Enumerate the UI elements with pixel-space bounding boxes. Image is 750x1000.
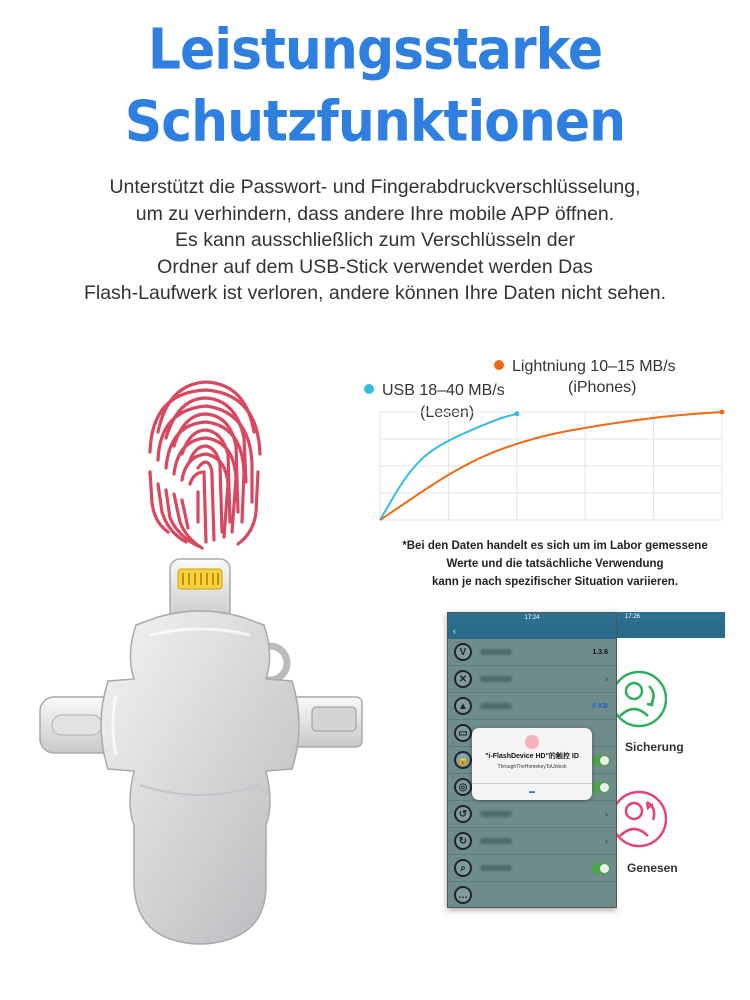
fingerprint-icon bbox=[138, 372, 268, 552]
list-item[interactable] bbox=[448, 693, 616, 720]
list-item[interactable] bbox=[448, 828, 616, 855]
search-icon: ⌕ bbox=[454, 859, 472, 877]
intro-line: Ordner auf dem USB-Stick verwendet werden Das bbox=[157, 255, 593, 278]
size-value: 0 KB bbox=[592, 702, 608, 710]
legend-usb-label: USB 18–40 MB/s bbox=[382, 382, 505, 399]
speed-chart bbox=[360, 350, 745, 530]
note-line: Werte und die tatsächliche Verwendung bbox=[446, 558, 664, 570]
toggle-switch[interactable] bbox=[592, 782, 610, 793]
restore-person-icon[interactable] bbox=[617, 788, 667, 850]
status-bar bbox=[617, 612, 725, 622]
chevron-right-icon: › bbox=[605, 809, 608, 819]
page-title-line2: Schutzfunktionen bbox=[124, 89, 626, 155]
version-value: 1.3.6 bbox=[592, 648, 608, 656]
backup-label: Sicherung bbox=[625, 740, 684, 754]
blurred-label bbox=[480, 703, 512, 709]
refresh-icon: ↻ bbox=[454, 832, 472, 850]
series-end-point-1 bbox=[720, 410, 725, 415]
blurred-label bbox=[480, 649, 512, 655]
status-time: 17:24 bbox=[524, 615, 540, 621]
note-line: kann je nach spezifischer Situation variieren. bbox=[431, 576, 679, 588]
phone-screenshot-backup bbox=[617, 612, 725, 908]
dialog-subtitle: ThroughTheHomekeyToUnlock bbox=[497, 764, 567, 770]
toggle-switch[interactable] bbox=[592, 863, 610, 874]
folder-icon: ▭ bbox=[454, 724, 472, 742]
dialog-cancel-button[interactable]: ▬ bbox=[472, 783, 592, 800]
legend-lightning-sub: (iPhones) bbox=[568, 379, 637, 396]
restore-small-icon: ↺ bbox=[454, 805, 472, 823]
list-item[interactable] bbox=[448, 639, 616, 666]
back-icon[interactable]: ‹ bbox=[453, 626, 456, 636]
legend-usb-sub: (Lesen) bbox=[420, 404, 475, 421]
list-item[interactable] bbox=[448, 855, 616, 882]
status-time: 17:26 bbox=[625, 614, 641, 620]
intro-line: Unterstützt die Passwort- und Fingerabdruckverschlüsselung, bbox=[109, 176, 641, 198]
intro-text bbox=[20, 174, 730, 307]
chart-note bbox=[370, 537, 740, 591]
nav-bar bbox=[617, 622, 725, 638]
more-icon: … bbox=[454, 886, 472, 904]
list-item[interactable] bbox=[448, 801, 616, 828]
nav-bar bbox=[448, 623, 616, 639]
note-line: *Bei den Daten handelt es sich um im Labor gemessene bbox=[402, 540, 708, 552]
intro-line: Es kann ausschließlich zum Verschlüsseln der bbox=[175, 229, 575, 251]
chart-plot bbox=[360, 350, 745, 530]
cleanup-icon: ▲ bbox=[454, 697, 472, 715]
dialog-title: "i-FlashDevice HD"的触控 ID bbox=[485, 753, 579, 760]
backup-person-icon[interactable] bbox=[617, 668, 667, 730]
chevron-right-icon: › bbox=[605, 836, 608, 846]
blurred-label bbox=[480, 838, 512, 844]
chevron-right-icon: › bbox=[605, 674, 608, 684]
fingerprint-small-icon: ◎ bbox=[454, 778, 472, 796]
intro-line: Flash-Laufwerk ist verloren, andere können Ihre Daten nicht sehen. bbox=[83, 282, 667, 304]
touch-id-dialog bbox=[472, 728, 592, 800]
tools-icon: ✕ bbox=[454, 670, 472, 688]
toggle-switch[interactable] bbox=[592, 755, 610, 766]
list-item[interactable] bbox=[448, 882, 616, 908]
otg-flash-drive bbox=[30, 555, 370, 955]
page-title-line1: Leistungsstarke bbox=[147, 17, 603, 83]
intro-line: um zu verhindern, dass andere Ihre mobile APP öffnen. bbox=[135, 202, 615, 225]
series-end-point-0 bbox=[514, 411, 519, 416]
status-bar bbox=[448, 613, 616, 623]
restore-label: Genesen bbox=[627, 861, 678, 875]
blurred-label bbox=[480, 865, 512, 871]
blurred-label bbox=[480, 676, 512, 682]
blurred-label bbox=[480, 811, 512, 817]
list-item[interactable] bbox=[448, 666, 616, 693]
version-icon: V bbox=[454, 643, 472, 661]
lock-icon: 🔒 bbox=[454, 751, 472, 769]
dialog-fingerprint-icon bbox=[525, 735, 539, 749]
legend-lightning-label: Lightniung 10–15 MB/s bbox=[512, 358, 676, 375]
